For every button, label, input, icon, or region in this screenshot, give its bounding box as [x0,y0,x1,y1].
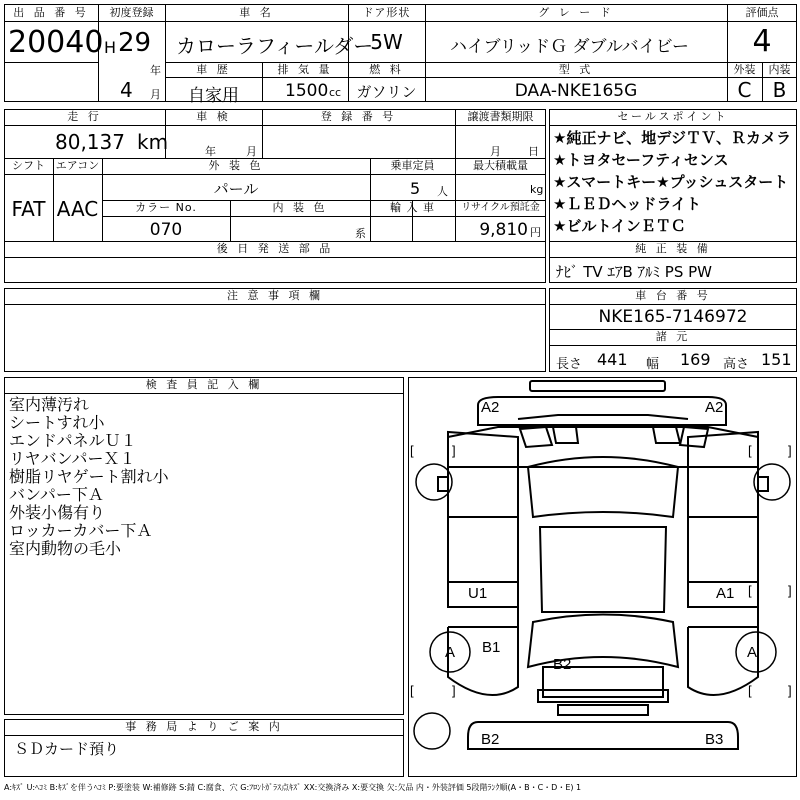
interior-color-suffix: 系 [355,227,366,240]
lot-number-label: 出 品 番 号 [13,6,89,19]
displacement-label: 排 気 量 [277,63,333,76]
length: 441 [597,350,628,369]
capacity: 5 [410,179,421,198]
inspector-line: エンドパネルＵ１ [9,431,137,450]
fuel: ガソリン [356,83,417,101]
svg-text:[: [ [748,583,752,598]
color: パール [213,180,259,198]
mileage: 80,137 [55,130,125,154]
year-unit: 年 [150,64,161,77]
displacement-unit: cc [329,86,342,99]
interior-grade: B [772,78,787,102]
era: H [104,38,117,57]
office-text: ＳＤカード預り [14,740,120,758]
door-label: ドア形状 [362,6,411,19]
car-outline-diagram [408,377,797,777]
exterior-grade: C [737,78,752,102]
office-label: 事 務 局 よ り ご 案 内 [125,720,283,733]
color-label: 外 装 色 [208,159,264,172]
inspector-line: ロッカーカバー下Ａ [9,521,153,540]
recycle-unit: 円 [530,226,541,239]
grade-label: グ レ ー ド [538,6,614,19]
load-label: 最大積載量 [473,159,528,172]
height-label: 高さ [723,357,750,372]
mark-right-wheel: A [747,644,758,661]
legend: A:ｷｽﾞ U:ﾍｺﾐ B:ｷｽﾞを伴うﾍｺﾐ P:要塗装 W:補修跡 S:錆 C:腐食、穴 G:ﾌﾛﾝﾄｶﾞﾗｽ点ｷｽﾞ XX:交換済み X:要交換 欠:欠品 内・外装評価 5段階ﾗﾝｸ順(A・B・C・D・E) 1 [4,783,582,792]
inspector-line: 外装小傷有り [9,503,106,522]
mileage-label: 走 行 [67,110,102,123]
svg-text:[: [ [748,683,752,698]
mark-rear-left: B2 [481,731,500,748]
svg-text:[: [ [748,443,752,458]
inspector-line: バンパー下Ａ [9,485,104,504]
equipment-label: 純 正 装 備 [635,242,711,255]
fuel-label: 燃 料 [369,63,404,76]
chassis-label: 車 台 番 号 [635,289,711,302]
inspector-line: 樹脂リヤゲート割れ小 [9,467,169,486]
mark-front-left: A2 [481,399,500,416]
height: 151 [761,350,792,369]
recycle-label: リサイクル預託金 [461,202,540,213]
mileage-unit: km [137,130,169,154]
door-type: 5W [370,30,403,54]
mark-left-rear-side: B1 [482,639,501,656]
sales-point-item: ★スマートキー★プッシュスタート [553,173,789,191]
svg-text:]: ] [788,583,792,598]
interior-color-label: 内 装 色 [272,201,328,214]
inspector-line: 室内動物の毛小 [9,539,122,558]
shift: FAT [11,197,46,221]
reg-year: 29 [118,28,152,58]
inspection-label: 車 検 [196,110,231,123]
dims-label: 諸 元 [655,330,691,343]
notes-label: 注 意 事 項 欄 [227,289,323,302]
car-name: カローラフィールダー [176,34,374,58]
sales-point-item: ★純正ナビ、地デジＴＶ、Ｒカメラ [553,129,791,147]
lot-number: 20040 [8,25,104,60]
width-label: 幅 [646,357,660,372]
inspector-line: シートすれ小 [9,413,105,432]
recycle-amount: 9,810 [479,220,528,240]
history: 自家用 [188,86,239,106]
interior-label: 内装 [768,63,791,76]
svg-text:[: [ [410,443,414,458]
capacity-unit: 人 [437,185,448,198]
first-reg-label: 初度登録 [109,6,154,19]
score-label: 評価点 [745,6,779,19]
mark-front-right: A2 [705,399,724,416]
later-parts-label: 後 日 発 送 部 品 [216,242,334,255]
shift-label: シフト [12,159,45,172]
score: 4 [752,24,772,59]
import-label: 輸 入 車 [390,201,435,214]
displacement: 1500 [285,81,329,101]
inspection-year-unit: 年 [205,145,216,158]
exterior-label: 外装 [733,63,756,76]
mark-left-wheel: A [445,644,456,661]
mark-rear-right: B3 [705,731,724,748]
transfer-day-unit: 日 [528,145,539,158]
reg-month: 4 [120,78,133,102]
svg-text:[: [ [410,683,414,698]
ac-label: エアコン [55,159,100,172]
month-unit: 月 [150,88,161,101]
car-name-label: 車 名 [239,6,274,19]
inspector-line: リヤバンパーＸ１ [9,449,136,468]
svg-text:]: ] [788,443,792,458]
inspector-label: 検 査 員 記 入 欄 [145,378,263,391]
length-label: 長さ [556,357,583,372]
capacity-label: 乗車定員 [390,159,435,172]
equipment: ﾅﾋﾞ TV ｴｱB ｱﾙﾐ PS PW [556,263,712,281]
model-label: 型 式 [558,63,594,76]
plate-label: 登 録 番 号 [320,110,397,123]
svg-text:]: ] [452,683,456,698]
width: 169 [680,350,711,369]
inspection-month-unit: 月 [246,145,257,158]
sales-point-item: ★トヨタセーフティセンス [553,151,729,169]
load-unit: kg [530,183,544,196]
sales-point-item: ★ＬＥＤヘッドライト [553,195,701,213]
svg-text:]: ] [452,443,456,458]
inspector-line: 室内薄汚れ [9,395,90,414]
transfer-label: 譲渡書類期限 [467,110,534,123]
sales-points-label: セールスポイント [617,110,729,123]
grade: ハイブリッドＧ ダブルバイビー [450,37,689,57]
history-label: 車 歴 [196,63,231,76]
color-no-label: カラー No. [135,201,197,214]
ac: AAC [56,197,99,221]
mark-rear-center: B2 [553,656,572,673]
model: DAA-NKE165G [514,81,638,101]
svg-text:]: ] [788,683,792,698]
mark-right-mid: A1 [716,585,735,602]
sales-point-item: ★ビルトインＥＴＣ [553,217,686,235]
mark-left-mid: U1 [468,585,488,602]
transfer-month-unit: 月 [490,145,501,158]
chassis-number: NKE165-7146972 [598,307,748,327]
color-no: 070 [149,220,183,240]
